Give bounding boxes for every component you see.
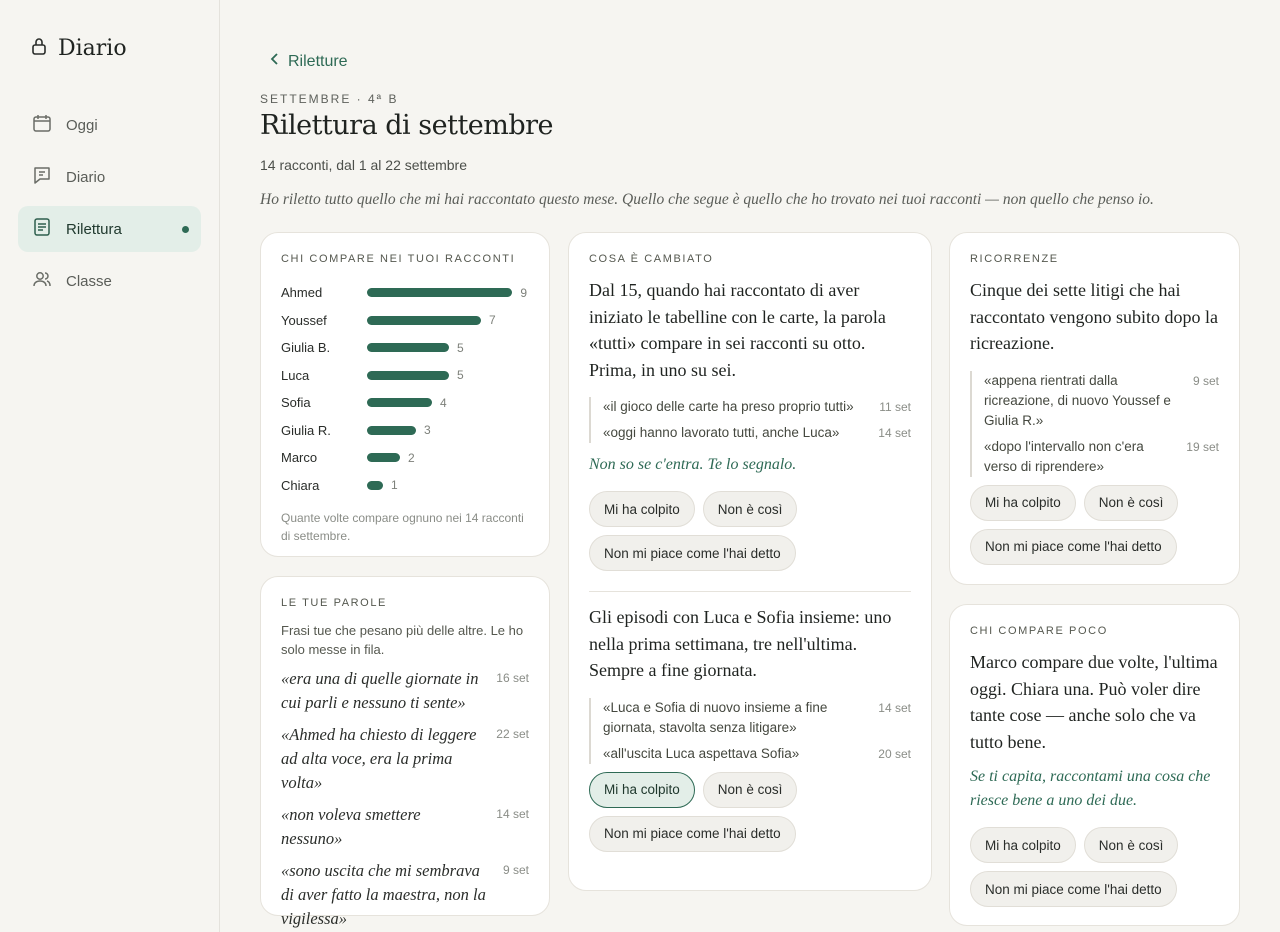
finding-text: Gli episodi con Luca e Sofia insieme: uno nella prima settimana, tre nell'ultima. Sempre a fine giornata. [589, 607, 892, 680]
bar-value: 2 [408, 450, 415, 465]
bar-track [367, 310, 527, 330]
word-quote: «era una di quelle giornate in cui parli e nessuno ti sente» 16 set [281, 669, 529, 712]
bar-track [367, 365, 527, 385]
finding-text: Dal 15, quando hai raccontato di aver iniziato le tabelline con le carte, la parola «tutti» compare in sei racconti su otto. Prima, in uno su sei. [589, 280, 886, 380]
people-bars [281, 279, 529, 499]
finding-text: Cinque dei sette litigi che hai raccontato vengono subito dopo la ricreazione. [970, 280, 1218, 353]
card-label: LE TUE PAROLE [281, 597, 387, 609]
sidebar-item-rilettura[interactable] [18, 206, 201, 252]
sidebar-item-oggi[interactable] [18, 102, 201, 148]
brand [30, 36, 127, 61]
back-link[interactable] [270, 52, 348, 71]
word-quote: «sono uscita che mi sembrava di aver fatto la maestra, non la vigilessa» 9 set [281, 861, 529, 928]
bar [367, 343, 449, 352]
dislike-button[interactable]: Non mi piace come l'hai detto [970, 529, 1177, 565]
bar-value: 1 [391, 478, 398, 493]
bar-row [281, 334, 529, 362]
quotes [589, 397, 911, 443]
quote: «appena rientrati dalla ricreazione, di nuovo Youssef e Giulia R.» 9 set [984, 372, 1219, 428]
bar-label: Ahmed [281, 285, 323, 301]
page-intro: Ho riletto tutto quello che mi hai raccontato questo mese. Quello che segue è quello che ho trovato nei tuoi racconti — non quello che penso io. [260, 191, 1154, 208]
bar [367, 316, 481, 325]
rare-card [949, 604, 1240, 926]
bar-track [367, 283, 527, 303]
finding-text: Marco compare due volte, l'ultima oggi. Chiara una. Può voler dire tante cose — anche solo che va tutto bene. [970, 652, 1218, 752]
sidebar-item-label: Oggi [66, 116, 98, 134]
finding-accent: Non so se c'entra. Te lo segnalo. [589, 456, 797, 473]
bar-row [281, 417, 529, 445]
not-so-button[interactable]: Non è così [703, 491, 798, 527]
bar-value: 4 [440, 395, 447, 410]
bar-track [367, 475, 527, 495]
dislike-button[interactable]: Non mi piace come l'hai detto [589, 816, 796, 852]
bar-track [367, 448, 527, 468]
struck-button[interactable]: Mi ha colpito [970, 485, 1076, 521]
people-icon [32, 269, 52, 293]
quote: «Luca e Sofia di nuovo insieme a fine giornata, stavolta senza litigare» 14 set [603, 699, 911, 735]
people-card [260, 232, 550, 557]
bar [367, 453, 400, 462]
feedback-chips [589, 772, 911, 852]
quotes [970, 371, 1219, 477]
not-so-button[interactable]: Non è così [1084, 485, 1179, 521]
bar-label: Youssef [281, 312, 327, 328]
card-label: COSA È CAMBIATO [589, 253, 714, 265]
bar [367, 481, 383, 490]
bar-track [367, 420, 527, 440]
bar-row [281, 279, 529, 307]
bar [367, 398, 432, 407]
dislike-button[interactable]: Non mi piace come l'hai detto [970, 871, 1177, 907]
page-kicker: SETTEMBRE · 4ª B [260, 92, 399, 106]
dislike-button[interactable]: Non mi piace come l'hai detto [589, 535, 796, 571]
bar-value: 7 [489, 313, 496, 328]
bar-row [281, 444, 529, 472]
not-so-button[interactable]: Non è così [1084, 827, 1179, 863]
bar [367, 426, 416, 435]
bar-row [281, 307, 529, 335]
app-name: Diario [58, 36, 127, 61]
quote: «all'uscita Luca aspettava Sofia» 20 set [603, 745, 911, 761]
bar-label: Giulia R. [281, 422, 331, 438]
bar-value: 3 [424, 423, 431, 438]
page-title: Rilettura di settembre [260, 110, 554, 141]
changed-card [568, 232, 932, 891]
note-icon [32, 165, 52, 189]
bar-row [281, 472, 529, 500]
bar-label: Sofia [281, 395, 311, 411]
bar-label: Luca [281, 367, 310, 383]
finding-accent: Se ti capita, raccontami una cosa che riesce bene a uno dei due. [970, 768, 1211, 809]
card-label: CHI COMPARE POCO [970, 625, 1108, 637]
quote: «il gioco delle carte ha preso proprio tutti» 11 set [603, 399, 911, 414]
back-label: Riletture [288, 52, 348, 70]
bar-value: 5 [457, 340, 464, 355]
bar [367, 371, 449, 380]
sidebar [0, 0, 220, 932]
feedback-chips [970, 827, 1219, 907]
struck-button[interactable]: Mi ha colpito [970, 827, 1076, 863]
sidebar-item-classe[interactable] [18, 258, 201, 304]
bar-label: Giulia B. [281, 340, 331, 356]
lock-icon [30, 36, 48, 61]
struck-button[interactable]: Mi ha colpito [589, 491, 695, 527]
struck-button[interactable]: Mi ha colpito [589, 772, 695, 808]
recurrences-card [949, 232, 1240, 585]
quote: «dopo l'intervallo non c'era verso di riprendere» 19 set [984, 438, 1219, 474]
calendar-icon [32, 113, 52, 137]
active-dot [182, 226, 189, 233]
chevron-left-icon [270, 52, 280, 71]
bar-track [367, 338, 527, 358]
bar-row [281, 389, 529, 417]
page-subtitle: 14 racconti, dal 1 al 22 settembre [260, 157, 468, 173]
sidebar-item-label: Classe [66, 272, 112, 290]
card-label: RICORRENZE [970, 253, 1059, 265]
feedback-chips [589, 491, 911, 571]
document-icon [32, 217, 52, 241]
quotes [589, 698, 911, 764]
words-card [260, 576, 550, 928]
sidebar-item-label: Rilettura [66, 220, 122, 238]
bar-track [367, 393, 527, 413]
divider [589, 591, 911, 592]
bar-label: Chiara [281, 477, 320, 493]
bar-value: 9 [520, 285, 527, 300]
quote: «oggi hanno lavorato tutti, anche Luca» 14 set [603, 425, 911, 440]
words-desc: Frasi tue che pesano più delle altre. Le ho solo messe in fila. [281, 623, 524, 657]
bar-row [281, 362, 529, 390]
bar-label: Marco [281, 450, 318, 466]
card-label: CHI COMPARE NEI TUOI RACCONTI [281, 253, 516, 265]
feedback-chips [970, 485, 1219, 565]
people-note: Quante volte compare ognuno nei 14 racconti di settembre. [281, 511, 524, 543]
bar [367, 288, 512, 297]
word-quote: «non voleva smettere nessuno» 14 set [281, 805, 529, 848]
not-so-button[interactable]: Non è così [703, 772, 798, 808]
sidebar-item-label: Diario [66, 168, 106, 186]
word-quote: «Ahmed ha chiesto di leggere ad alta voce, era la prima volta» 22 set [281, 725, 529, 792]
bar-value: 5 [457, 368, 464, 383]
sidebar-item-diario[interactable] [18, 154, 201, 200]
sidebar-nav [18, 102, 201, 310]
